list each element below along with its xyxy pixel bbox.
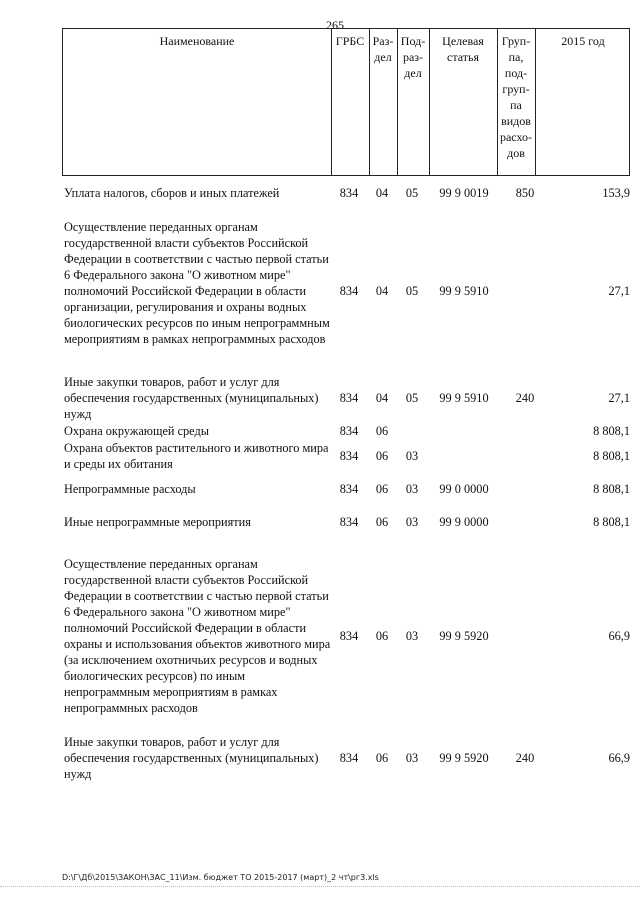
row-amount: 66,9: [608, 629, 630, 643]
row-razdel: 04: [375, 391, 389, 405]
row-razdel: 06: [375, 424, 389, 438]
row-razdel: 06: [375, 751, 389, 765]
row-grbs: 834: [339, 751, 359, 765]
row-podrazdel: 03: [405, 515, 419, 529]
row-razdel: 06: [375, 449, 389, 463]
row-grbs: 834: [339, 515, 359, 529]
row-razdel: 06: [375, 482, 389, 496]
row-podrazdel: 05: [405, 284, 419, 298]
page-number: 265: [326, 18, 344, 32]
header-celevaya: Целевая статья: [442, 34, 484, 64]
row-podrazdel: 05: [405, 186, 419, 200]
row-name: Иные непрограммные мероприятия: [64, 515, 251, 529]
row-name: Непрограммные расходы: [64, 482, 196, 496]
row-podrazdel: 03: [405, 482, 419, 496]
row-name: Осуществление переданных органам государственной власти субъектов Российской Федерации в соответствии с частью первой статьи 6 Федерального закона "О животном мире" полномочий Российской Федерации в области охраны и использования объектов животного мира (за исключением охотничьих ресурсов и водных биологических ресурсов) по иным непрограммным мероприятиям в рамках непрограммных расходов: [64, 557, 331, 715]
table-header: [62, 28, 630, 176]
row-name: Охрана окружающей среды: [64, 424, 209, 438]
row-celevaya: 99 0 0000: [439, 482, 489, 496]
row-grbs: 834: [339, 629, 359, 643]
header-razdel: Раз- дел: [372, 34, 394, 64]
row-podrazdel: 03: [405, 751, 419, 765]
row-razdel: 04: [375, 284, 389, 298]
row-podrazdel: 05: [405, 391, 419, 405]
row-name: Охрана объектов растительного и животного мира и среды их обитания: [64, 441, 329, 471]
row-grbs: 834: [339, 284, 359, 298]
row-celevaya: 99 9 5920: [439, 751, 489, 765]
row-celevaya: 99 9 0000: [439, 515, 489, 529]
row-celevaya: 99 9 0019: [439, 186, 489, 200]
row-grbs: 834: [339, 449, 359, 463]
row-celevaya: 99 9 5920: [439, 629, 489, 643]
row-name: Уплата налогов, сборов и иных платежей: [64, 186, 280, 200]
column-divider: [331, 29, 332, 175]
row-amount: 8 808,1: [593, 449, 630, 463]
row-razdel: 04: [375, 186, 389, 200]
header-podrazdel: Под- раз- дел: [400, 34, 426, 80]
row-amount: 153,9: [602, 186, 630, 200]
row-amount: 8 808,1: [593, 515, 630, 529]
header-name: Наименование: [159, 34, 235, 48]
row-amount: 8 808,1: [593, 482, 630, 496]
header-year: 2015 год: [561, 34, 605, 48]
row-amount: 8 808,1: [593, 424, 630, 438]
header-grbs: ГРБС: [335, 34, 365, 48]
row-podrazdel: 03: [405, 629, 419, 643]
row-amount: 27,1: [608, 391, 630, 405]
column-divider: [535, 29, 536, 175]
row-grbs: 834: [339, 186, 359, 200]
row-name: Иные закупки товаров, работ и услуг для обеспечения государственных (муниципальных) нужд: [64, 735, 319, 781]
row-amount: 27,1: [608, 284, 630, 298]
row-celevaya: 99 9 5910: [439, 391, 489, 405]
row-razdel: 06: [375, 515, 389, 529]
header-gruppa: Груп- па, под- груп- па видов расхо- дов: [499, 34, 533, 160]
row-gruppa: 240: [515, 391, 535, 405]
scan-edge-line: [0, 886, 640, 887]
row-celevaya: 99 9 5910: [439, 284, 489, 298]
row-name: Осуществление переданных органам государственной власти субъектов Российской Федерации в соответствии с частью первой статьи 6 Федерального закона "О животном мире" полномочий Российской Федерации в области организации, регулирования и охраны водных биологических ресурсов по иным непрограммным мероприятиям в рамках непрограммных расходов: [64, 220, 330, 346]
row-amount: 66,9: [608, 751, 630, 765]
row-podrazdel: 03: [405, 449, 419, 463]
row-razdel: 06: [375, 629, 389, 643]
row-grbs: 834: [339, 482, 359, 496]
footer-file-path: D:\Г\Дб\2015\ЗАКОН\ЗАС_11\Изм. бюджет ТО 2015-2017 (март)_2 чт\рг3.xls: [62, 873, 379, 882]
row-grbs: 834: [339, 424, 359, 438]
row-grbs: 834: [339, 391, 359, 405]
row-name: Иные закупки товаров, работ и услуг для обеспечения государственных (муниципальных) нужд: [64, 375, 319, 421]
row-gruppa: 240: [515, 751, 535, 765]
row-gruppa: 850: [515, 186, 535, 200]
